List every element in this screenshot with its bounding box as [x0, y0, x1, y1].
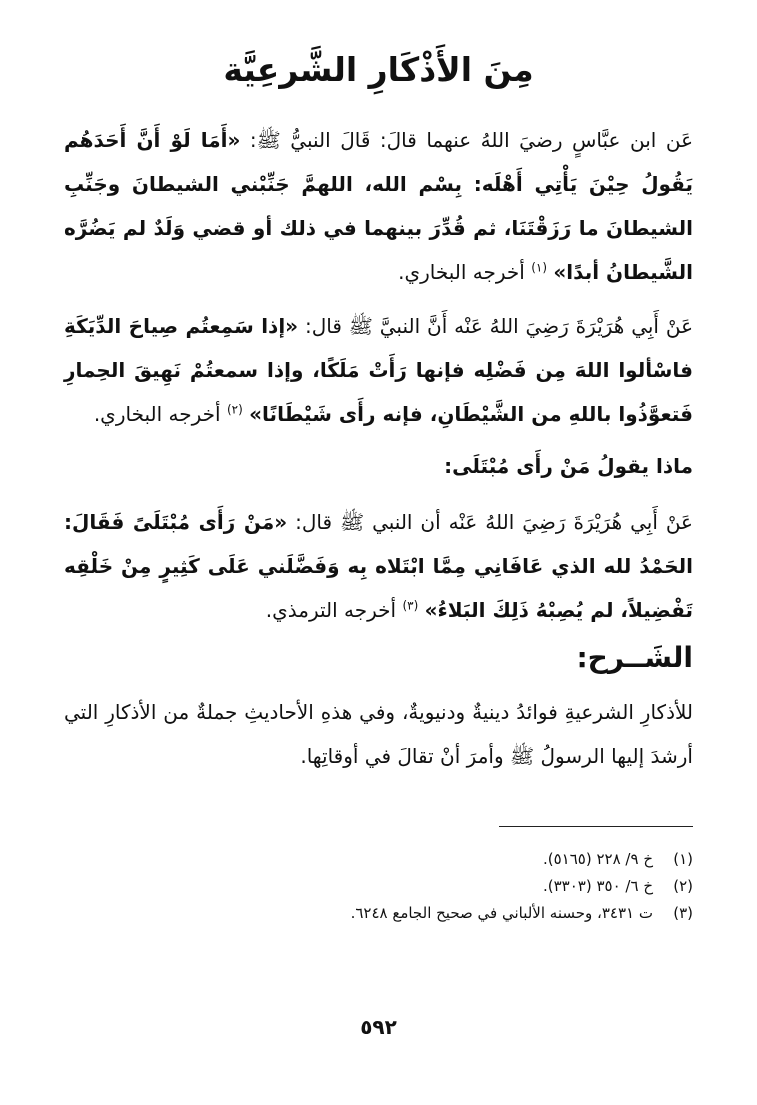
footnote-number: (٣) — [673, 904, 693, 922]
footnote-text: خ ٦/ ٣٥٠ (٣٣٠٣). — [543, 877, 653, 895]
section-heading: ماذا يقولُ مَنْ رأَى مُبْتَلَى: — [444, 454, 693, 478]
footnote-item — [64, 873, 693, 900]
hadith-paragraph: عَن ابن عبَّاسٍ رضيَ اللهُ عنهما قالَ: قَالَ النبيُّ ﷺ: «أَمَا لَوْ أَنَّ أَحَدَهُم يَقُولُ حِيْنَ يَأْتِي أَهْلَه: بِسْم الله، اللهمَّ جَنِّبْني الشيطانَ وجَنِّبِ الشيطانَ ما رَزَقْتَنَا، ثم قُدِّرَ بينهما في ذلك أو قضي وَلَدٌ لم يَضُرَّه الشَّيطانُ أبدًا» $^{(١)}$ أخرجه البخاري. — [64, 128, 694, 284]
hadith-section-1 — [64, 118, 693, 294]
hadith-source: أخرجه الترمذي — [272, 598, 397, 622]
hadith-intro: عَنْ أَبِي هُرَيْرَةَ رَضِيَ اللهُ عَنْه أَنَّ النبيَّ ﷺ قال: — [304, 314, 694, 338]
footnote-item — [64, 900, 693, 927]
hadith-text: «مَنْ رَأَى مُبْتَلَىً فَقَالَ: الحَمْدُ لله الذي عَافَانِي مِمَّا ابْتَلاه بِه وَفَضَّلَني عَلَى كَثِيرٍ مِنْ خَلْقِه تَفْضِيلاً، لم يُصِبْهُ ذَلِكَ البَلاءُ» — [64, 510, 693, 622]
footnote-ref: (١) — [531, 260, 548, 275]
hadith-source: أخرجه البخاري — [404, 260, 525, 284]
footnote-number: (١) — [673, 850, 693, 868]
footnote-ref: (٣) — [402, 598, 419, 613]
page-title: مِنَ الأَذْكَارِ الشَّرعِيَّة — [223, 50, 534, 89]
hadith-source: أخرجه البخاري — [100, 402, 221, 426]
hadith-paragraph: عَنْ أَبِي هُرَيْرَةَ رَضِيَ اللهُ عَنْه أن النبي ﷺ قال: «مَنْ رَأَى مُبْتَلَىً فَقَالَ: الحَمْدُ لله الذي عَافَانِي مِمَّا ابْتَلاه بِه وَفَضَّلَني عَلَى كَثِيرٍ مِنْ خَلْقِه تَفْضِيلاً، لم يُصِبْهُ ذَلِكَ البَلاءُ» $^{(٣)}$ أخرجه الترمذي. — [64, 510, 693, 622]
sharh-section — [64, 690, 693, 778]
hadith-intro: عَن ابن عبَّاسٍ رضيَ اللهُ عنهما قالَ: قَالَ النبيُّ ﷺ: — [249, 128, 694, 152]
hadith-paragraph: عَنْ أَبِي هُرَيْرَةَ رَضِيَ اللهُ عَنْه أَنَّ النبيَّ ﷺ قال: «إذا سَمِعتُم صِياحَ الدِّيَكَةِ فاسْألوا اللهَ مِن فَضْلِه فإنها رَأَتْ مَلَكًا، وإذا سمعتُمْ نَهِيقَ الحِمارِ فَتعوَّذُوا باللهِ من الشَّيْطَانِ، فإنه رأَى شَيْطَانًا» $^{(٢)}$ أخرجه البخاري. — [64, 314, 694, 426]
footnote-number: (٢) — [673, 877, 693, 895]
hadith-section-2 — [64, 304, 693, 436]
hadith-intro: عَنْ أَبِي هُرَيْرَةَ رَضِيَ اللهُ عَنْه أن النبي ﷺ قال: — [295, 510, 693, 534]
hadith-text: «أَمَا لَوْ أَنَّ أَحَدَهُم يَقُولُ حِيْنَ يَأْتِي أَهْلَه: بِسْم الله، اللهمَّ جَنِّبْني الشيطانَ وجَنِّبِ الشيطانَ ما رَزَقْتَنَا، ثم قُدِّرَ بينهما في ذلك أو قضي وَلَدٌ لم يَضُرَّه الشَّيطانُ أبدًا» — [64, 128, 693, 284]
hadith-section-3 — [64, 500, 693, 632]
sharh-paragraph: للأذكارِ الشرعيةِ فوائدُ دينيةٌ ودنيويةٌ، وفي هذهِ الأحاديثِ جملةٌ من الأذكارِ التي أرشدَ إليها الرسولُ ﷺ وأمرَ أنْ تقالَ في أوقاتِها. — [64, 700, 693, 768]
footnote-text: خ ٩/ ٢٢٨ (٥١٦٥). — [543, 850, 653, 868]
page-number: ٥٩٢ — [360, 1015, 397, 1039]
footnote-item — [64, 846, 693, 873]
sharh-heading: الشَــرح: — [576, 641, 693, 674]
footnote-ref: (٢) — [226, 402, 243, 417]
footnote-text: ت ٣٤٣١، وحسنه الألباني في صحيح الجامع ٦٢٤٨. — [350, 904, 653, 922]
footnote-divider — [499, 826, 693, 827]
footnotes — [64, 846, 693, 927]
hadith-text: «إذا سَمِعتُم صِياحَ الدِّيَكَةِ فاسْألوا اللهَ مِن فَضْلِه فإنها رَأَتْ مَلَكًا، وإذا سمعتُمْ نَهِيقَ الحِمارِ فَتعوَّذُوا باللهِ من الشَّيْطَانِ، فإنه رأَى شَيْطَانًا» — [64, 314, 693, 426]
